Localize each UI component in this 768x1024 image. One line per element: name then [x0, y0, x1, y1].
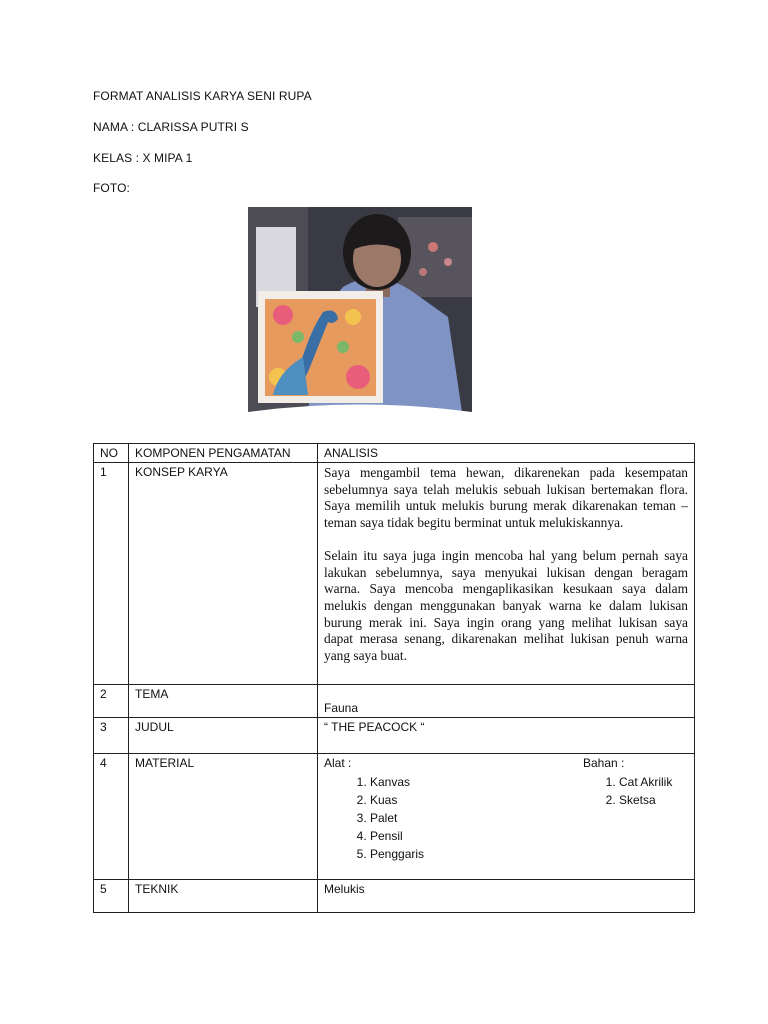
- header-no: NO: [94, 444, 129, 463]
- table-row: [94, 685, 695, 718]
- photo-label: FOTO:: [93, 181, 130, 195]
- header-analysis: ANALISIS: [318, 444, 695, 463]
- table-header-row: [94, 444, 695, 463]
- table-row: [94, 880, 695, 913]
- technique-value: Melukis: [318, 880, 695, 913]
- list-item: 1. Cat Akrilik: [619, 773, 672, 791]
- header-component: KOMPONEN PENGAMATAN: [129, 444, 318, 463]
- list-item: 3. Palet: [370, 809, 424, 827]
- row-no: 5: [94, 880, 129, 913]
- tools-block: [324, 756, 424, 863]
- student-name: NAMA : CLARISSA PUTRI S: [93, 120, 249, 134]
- concept-paragraph-2: Selain itu saya juga ingin mencoba hal yang belum pernah saya lakukan sebelumnya, saya menyukai lukisan dengan beragam warna. Saya mencoba mengaplikasikan kesukaan saya dalam melukis dengan menggunakan banyak warna ke dalam lukisan burung merak ini. Saya ingin orang yang melihat lukisan saya dapat merasa senang, dikarenakan melihat lukisan penuh warna yang saya buat.: [324, 547, 688, 664]
- list-item: 1. Kanvas: [370, 773, 424, 791]
- table-row: [94, 463, 695, 685]
- list-item: 5. Penggaris: [370, 845, 424, 863]
- student-photo: [248, 207, 472, 412]
- materials-label: Bahan :: [583, 756, 625, 770]
- table-row: [94, 754, 695, 880]
- row-no: 4: [94, 754, 129, 880]
- theme-value: Fauna: [324, 701, 359, 715]
- row-component: JUDUL: [129, 718, 318, 754]
- row-analysis: [318, 463, 695, 685]
- list-item: 4. Pensil: [370, 827, 424, 845]
- student-class: KELAS : X MIPA 1: [93, 151, 193, 165]
- list-item: 2. Kuas: [370, 791, 424, 809]
- document-title: FORMAT ANALISIS KARYA SENI RUPA: [93, 89, 312, 103]
- materials-block: [583, 756, 672, 809]
- row-no: 1: [94, 463, 129, 685]
- row-component: TEKNIK: [129, 880, 318, 913]
- list-item: 2. Sketsa: [619, 791, 672, 809]
- materials-list: [583, 773, 672, 809]
- table-row: [94, 718, 695, 754]
- row-no: 3: [94, 718, 129, 754]
- row-no: 2: [94, 685, 129, 718]
- analysis-table: [93, 443, 695, 913]
- row-component: KONSEP KARYA: [129, 463, 318, 685]
- tools-label: Alat :: [324, 756, 352, 770]
- concept-paragraph-1: Saya mengambil tema hewan, dikarenekan pada kesempatan sebelumnya saya telah melukis sebuah lukisan bertemakan flora. Saya memilih untuk melukis burung merak dikarenakan teman – teman saya tidak begitu berminat untuk melukiskannya.: [324, 465, 688, 531]
- title-value: “ THE PEACOCK “: [318, 718, 695, 754]
- row-component: MATERIAL: [129, 754, 318, 880]
- row-analysis: [318, 754, 695, 880]
- material-lists: [324, 756, 688, 876]
- row-analysis: [318, 685, 695, 718]
- tools-list: [324, 773, 424, 863]
- row-component: TEMA: [129, 685, 318, 718]
